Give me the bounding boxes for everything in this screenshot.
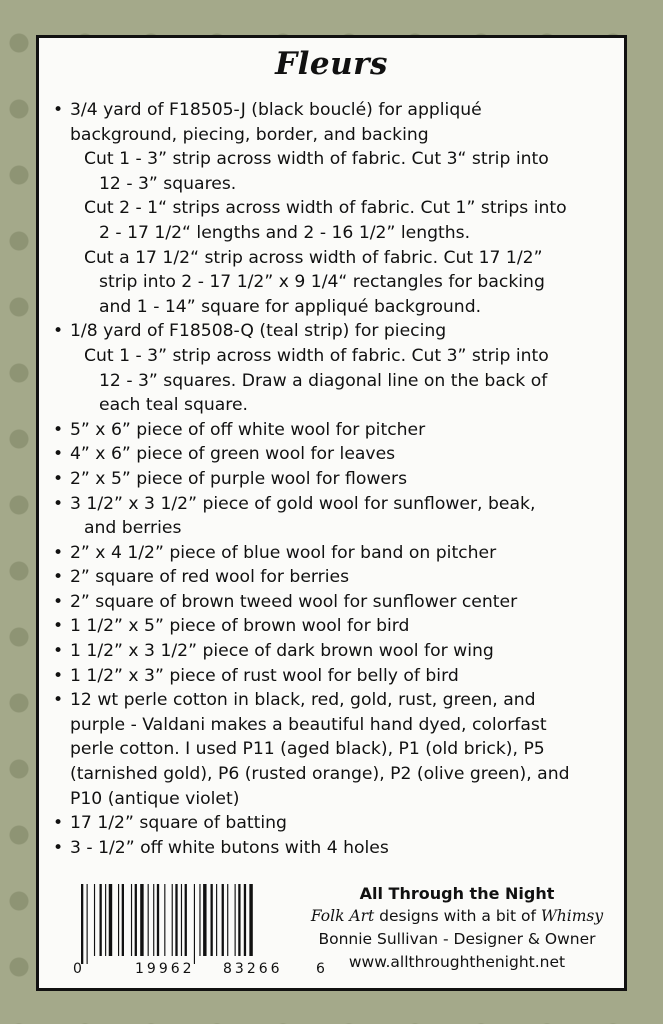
- barcode-bar: [203, 884, 206, 956]
- barcode-bar: [164, 884, 165, 956]
- barcode-digit-check: 6: [316, 961, 325, 977]
- list-item-continuation: Cut 2 - 1“ strips across width of fabric. Cut 1” strips into: [84, 198, 567, 219]
- list-item: • 3/4 yard of F18505-J (black bouclé) for appliqué: [39, 98, 618, 123]
- company-website[interactable]: www.allthroughthenight.net: [348, 953, 566, 971]
- barcode-bar: [172, 884, 173, 956]
- barcode-bar: [135, 884, 137, 956]
- barcode-bar: [105, 884, 106, 956]
- tagline-whimsy: Whimsy: [540, 907, 604, 925]
- company-designer: Bonnie Sullivan - Designer & Owner: [318, 930, 596, 948]
- company-name: All Through the Night: [359, 884, 555, 903]
- barcode-bar: [181, 884, 182, 956]
- list-item: • 2” x 5” piece of purple wool for flowers: [39, 467, 618, 492]
- list-item-continuation: Cut 1 - 3” strip across width of fabric. Cut 3“ strip into: [84, 149, 549, 170]
- barcode-digit-group-2: 83266: [223, 961, 283, 977]
- list-item: • 2” square of brown tweed wool for sunflower center: [39, 590, 618, 615]
- barcode-bar: [194, 884, 195, 964]
- list-item-continuation: and 1 - 14” square for appliqué background.: [99, 296, 482, 317]
- list-item-continuation: 12 - 3” squares. Draw a diagonal line on the back of: [99, 370, 548, 391]
- barcode-digit-group-1: 19962: [135, 961, 195, 977]
- supply-list: [39, 98, 618, 860]
- list-item-continuation: and berries: [84, 518, 182, 539]
- list-item-continuation: perle cotton. I used P11 (aged black), P1 (old brick), P5: [70, 739, 545, 760]
- barcode-bar: [249, 884, 252, 956]
- list-item: • 17 1/2” square of batting: [39, 811, 618, 836]
- list-item: • 1 1/2” x 5” piece of brown wool for bird: [39, 614, 618, 639]
- barcode-bar: [157, 884, 159, 956]
- list-item: • 12 wt perle cotton in black, red, gold, rust, green, and: [39, 688, 618, 713]
- list-item-continuation: background, piecing, border, and backing: [70, 124, 429, 145]
- barcode-bar: [222, 884, 224, 956]
- barcode-bar: [81, 884, 83, 964]
- barcode-bar: [118, 884, 119, 956]
- barcode-bar: [227, 884, 228, 956]
- barcode-bar: [100, 884, 102, 956]
- barcode-bar: [199, 884, 200, 956]
- barcode-bar: [131, 884, 132, 956]
- barcode-bar: [94, 884, 95, 956]
- barcode-bar: [148, 884, 149, 956]
- company-tagline: [309, 905, 605, 928]
- list-item: • 2” x 4 1/2” piece of blue wool for band on pitcher: [39, 541, 618, 566]
- barcode-bar: [109, 884, 112, 956]
- list-item: • 1/8 yard of F18508-Q (teal strip) for piecing: [39, 319, 618, 344]
- barcode-image: [81, 884, 303, 964]
- barcode-bar: [185, 884, 187, 956]
- list-item-continuation: P10 (antique violet): [70, 788, 240, 809]
- list-item-continuation: Cut 1 - 3” strip across width of fabric. Cut 3” strip into: [84, 345, 549, 366]
- list-item-continuation: 12 - 3” squares.: [99, 173, 237, 194]
- list-item-continuation: Cut a 17 1/2“ strip across width of fabric. Cut 17 1/2”: [84, 247, 543, 268]
- barcode-bar: [87, 884, 88, 964]
- barcode-bar: [235, 884, 236, 956]
- list-item: • 4” x 6” piece of green wool for leaves: [39, 442, 618, 467]
- barcode-bar: [153, 884, 154, 956]
- list-item-continuation: 2 - 17 1/2“ lengths and 2 - 16 1/2” lengths.: [99, 222, 471, 243]
- list-item: • 3 1/2” x 3 1/2” piece of gold wool for sunflower, beak,: [39, 492, 618, 517]
- tagline-folk-art: Folk Art: [310, 907, 375, 925]
- barcode-bar: [216, 884, 217, 956]
- barcode-bar: [140, 884, 143, 956]
- barcode-bar: [211, 884, 213, 956]
- list-item: • 2” square of red wool for berries: [39, 565, 618, 590]
- barcode-bar: [175, 884, 177, 956]
- barcode-bar: [122, 884, 124, 956]
- list-item: • 5” x 6” piece of off white wool for pitcher: [39, 418, 618, 443]
- list-item: • 1 1/2” x 3” piece of rust wool for belly of bird: [39, 664, 618, 689]
- barcode-bar: [244, 884, 246, 956]
- list-item-continuation: strip into 2 - 17 1/2” x 9 1/4“ rectangles for backing: [99, 272, 545, 293]
- tagline-middle: designs with a bit of: [374, 907, 541, 925]
- barcode-bar: [238, 884, 240, 956]
- footer: [39, 868, 624, 988]
- list-item-continuation: (tarnished gold), P6 (rusted orange), P2 (olive green), and: [70, 764, 570, 785]
- list-item-continuation: each teal square.: [99, 395, 249, 416]
- pattern-card: [36, 35, 627, 991]
- list-item-continuation: purple - Valdani makes a beautiful hand dyed, colorfast: [70, 714, 547, 735]
- barcode-digit-lead: 0: [73, 961, 82, 977]
- pattern-title: Fleurs: [275, 46, 388, 82]
- list-item: • 3 - 1/2” off white butons with 4 holes: [39, 836, 618, 861]
- company-info: [309, 882, 605, 974]
- list-item: • 1 1/2” x 3 1/2” piece of dark brown wool for wing: [39, 639, 618, 664]
